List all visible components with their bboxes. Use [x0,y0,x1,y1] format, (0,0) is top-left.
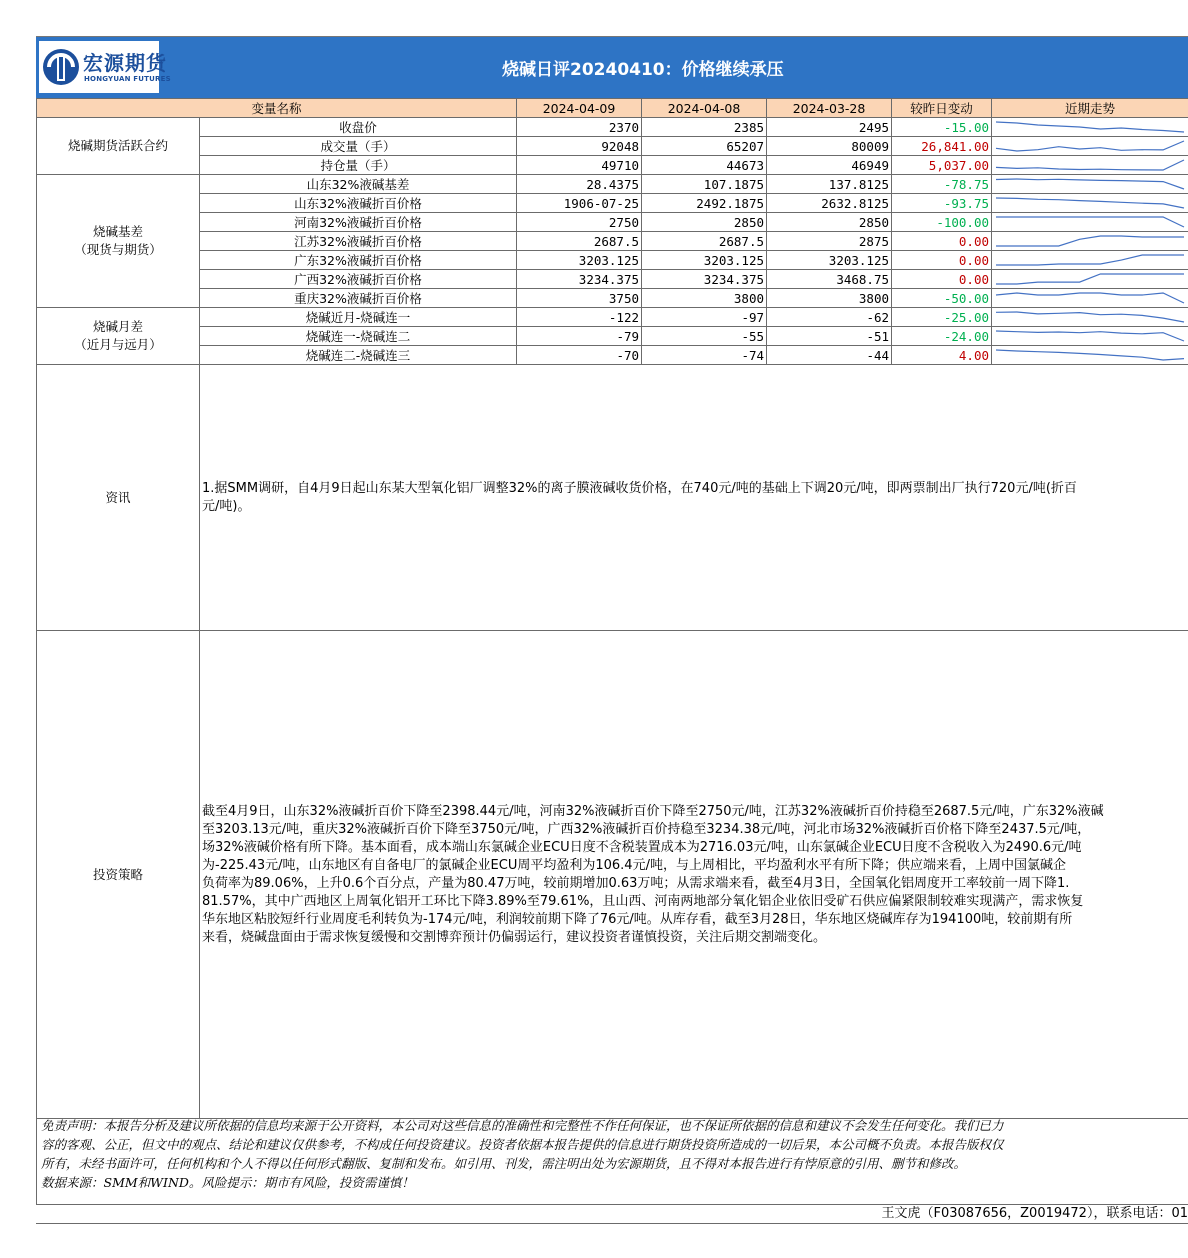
value-date3: -62 [767,308,892,327]
trend-sparkline-chart [992,327,1188,345]
value-change: 4.00 [892,346,992,365]
value-date2: 65207 [642,137,767,156]
disclaimer-line: 容的客观、公正，但文中的观点、结论和建议仅供参考，不构成任何投资建议。投资者依据本报告提供的信息进行期货投资所造成的一切后果，本公司概不负责。本报告版权仅 [41,1137,1004,1152]
trend-sparkline-chart [992,270,1188,288]
value-date1: -122 [517,308,642,327]
trend-sparkline-chart [992,346,1188,364]
trend-sparkline [992,137,1188,156]
row-name: 广东32%液碱折百价格 [200,251,517,270]
trend-sparkline [992,232,1188,251]
row-group-label-line: 烧碱基差 [92,224,143,239]
value-date3: 2875 [767,232,892,251]
table-row [37,251,1188,270]
value-date1: -70 [517,346,642,365]
trend-sparkline [992,346,1188,365]
row-group-label-line: （现货与期货） [74,242,162,257]
trend-sparkline-chart [992,251,1188,269]
row-group-label-line: （近月与远月） [74,337,162,352]
value-date2: 3234.375 [642,270,767,289]
col-header-date3: 2024-03-28 [767,99,892,118]
value-date1: 3750 [517,289,642,308]
trend-line [996,141,1184,151]
table-row [37,156,1188,175]
col-header-date1: 2024-04-09 [517,99,642,118]
strategy-line: 来看，烧碱盘面由于需求恢复缓慢和交割博弈预计仍偏弱运行，建议投资者谨慎投资，关注后期交割端变化。 [202,929,827,945]
strategy-line: 负荷率为89.06%，上升0.6个百分点，产量为80.47万吨，较前期增加0.63万吨；从需求端来看，截至4月3日，全国氧化铝周度开工率较前一周下降1. [202,875,1070,891]
hongyuan-logo-icon [41,45,81,89]
table-row [37,346,1188,365]
data-table [36,98,1188,1119]
strategy-content [200,631,1188,1119]
trend-sparkline-chart [992,232,1188,250]
strategy-lines [202,803,1188,947]
value-date1: -79 [517,327,642,346]
company-logo [39,41,171,93]
trend-sparkline-chart [992,289,1188,307]
table-row [37,289,1188,308]
report-title: 烧碱日评20240410：价格继续承压 [502,60,784,80]
col-header-date2: 2024-04-08 [642,99,767,118]
trend-line [996,217,1184,227]
value-date1: 3203.125 [517,251,642,270]
value-date3: 3203.125 [767,251,892,270]
trend-line [996,312,1184,322]
value-change: -93.75 [892,194,992,213]
value-date3: 2850 [767,213,892,232]
news-content [200,365,1188,631]
row-name: 收盘价 [200,118,517,137]
value-date3: 3800 [767,289,892,308]
value-change: -78.75 [892,175,992,194]
news-lines [202,480,1188,516]
report-header [36,36,1188,100]
row-group-label [37,118,200,175]
row-group-label-line: 烧碱月差 [92,319,143,334]
value-date3: -51 [767,327,892,346]
row-name: 烧碱连二-烧碱连三 [200,346,517,365]
trend-sparkline [992,289,1188,308]
value-date2: 3800 [642,289,767,308]
trend-sparkline-chart [992,118,1188,136]
strategy-line: 为-225.43元/吨，山东地区有自备电厂的氯碱企业ECU周平均盈利为106.4元/吨，与上周相比，平均盈利水平有所下降；供应端来看，上周中国氯碱企 [202,857,1066,873]
strategy-label: 投资策略 [37,631,200,1119]
value-date3: 3468.75 [767,270,892,289]
trend-line [996,122,1184,132]
value-date3: 46949 [767,156,892,175]
value-date1: 3234.375 [517,270,642,289]
table-header-row [37,99,1188,118]
logo-en-text: HONGYUAN FUTURES [84,75,171,83]
trend-line [996,198,1184,208]
trend-line [996,255,1184,265]
value-change: 0.00 [892,270,992,289]
col-header-name: 变量名称 [37,99,517,118]
value-date1: 2750 [517,213,642,232]
trend-sparkline-chart [992,308,1188,326]
value-change: 5,037.00 [892,156,992,175]
disclaimer [36,1116,1188,1204]
disclaimer-line: 数据来源：SMM和WIND。风险提示：期市有风险，投资需谨慎！ [41,1175,414,1190]
strategy-line: 截至4月9日，山东32%液碱折百价下降至2398.44元/吨，河南32%液碱折百价下降至2750元/吨，江苏32%液碱折百价持稳至2687.5元/吨，广东32%液碱 [202,803,1104,819]
trend-sparkline-chart [992,137,1188,155]
table-row [37,232,1188,251]
table-row [37,137,1188,156]
col-header-trend: 近期走势 [992,99,1188,118]
value-change: 26,841.00 [892,137,992,156]
row-name: 广西32%液碱折百价格 [200,270,517,289]
row-group-label [37,175,200,308]
value-date2: 2850 [642,213,767,232]
row-group-label [37,308,200,365]
row-name: 河南32%液碱折百价格 [200,213,517,232]
value-date1: 49710 [517,156,642,175]
trend-sparkline [992,251,1188,270]
value-date2: 107.1875 [642,175,767,194]
row-name: 江苏32%液碱折百价格 [200,232,517,251]
value-date2: 2687.5 [642,232,767,251]
value-date3: -44 [767,346,892,365]
table-row [37,213,1188,232]
trend-sparkline [992,327,1188,346]
author-info: 王文虎（F03087656，Z0019472），联系电话：01 [36,1204,1188,1224]
row-name: 烧碱近月-烧碱连一 [200,308,517,327]
row-name: 重庆32%液碱折百价格 [200,289,517,308]
trend-sparkline-chart [992,213,1188,231]
strategy-row [37,631,1188,1119]
trend-sparkline [992,270,1188,289]
trend-line [996,293,1184,303]
trend-sparkline [992,213,1188,232]
trend-line [996,331,1184,341]
trend-line [996,350,1184,360]
value-date1: 92048 [517,137,642,156]
table-row [37,308,1188,327]
value-date2: -55 [642,327,767,346]
value-date3: 80009 [767,137,892,156]
news-row [37,365,1188,631]
col-header-change: 较昨日变动 [892,99,992,118]
disclaimer-line: 免责声明：本报告分析及建议所依据的信息均来源于公开资料，本公司对这些信息的准确性和完整性不作任何保证，也不保证所依据的信息和建议不会发生任何变化。我们已力 [41,1118,1004,1133]
news-line: 元/吨)。 [202,498,251,514]
strategy-line: 华东地区粘胶短纤行业周度毛利转负为-174元/吨，利润较前期下降了76元/吨。从库存看，截至3月28日，华东地区烧碱库存为194100吨，较前期有所 [202,911,1073,927]
value-date3: 2632.8125 [767,194,892,213]
value-date2: 44673 [642,156,767,175]
table-row [37,175,1188,194]
value-change: 0.00 [892,232,992,251]
trend-sparkline [992,156,1188,175]
row-name: 成交量（手） [200,137,517,156]
strategy-line: 81.57%，其中广西地区上周氧化铝开工环比下降3.89%至79.61%，且山西、河南两地部分氧化铝企业依旧受矿石供应偏紧限制较难实现满产，需求恢复 [202,893,1084,909]
table-row [37,270,1188,289]
value-change: -50.00 [892,289,992,308]
row-name: 持仓量（手） [200,156,517,175]
logo-cn-text: 宏源期货 [83,51,167,75]
trend-sparkline [992,175,1188,194]
trend-sparkline-chart [992,175,1188,193]
trend-sparkline-chart [992,156,1188,174]
trend-line [996,179,1184,189]
row-name: 山东32%液碱折百价格 [200,194,517,213]
table-row [37,194,1188,213]
trend-sparkline [992,118,1188,137]
trend-line [996,160,1184,170]
value-date2: -74 [642,346,767,365]
table-row [37,327,1188,346]
row-group-label-line: 烧碱期货活跃合约 [67,138,168,153]
trend-line [996,236,1184,246]
trend-sparkline [992,308,1188,327]
trend-sparkline-chart [992,194,1188,212]
value-date3: 2495 [767,118,892,137]
row-name: 山东32%液碱基差 [200,175,517,194]
value-date1: 1906-07-25 [517,194,642,213]
value-change: -25.00 [892,308,992,327]
news-label: 资讯 [37,365,200,631]
value-date1: 28.4375 [517,175,642,194]
table-body [37,118,1188,365]
news-line: 1.据SMM调研，自4月9日起山东某大型氧化铝厂调整32%的离子膜液碱收货价格，在740元/吨的基础上下调20元/吨，即两票制出厂执行720元/吨(折百 [202,480,1077,496]
strategy-line: 至3203.13元/吨，重庆32%液碱折百价下降至3750元/吨，广西32%液碱折百价持稳至3234.38元/吨，河北市场32%液碱折百价格下降至2437.5元/吨， [202,821,1091,837]
value-date1: 2370 [517,118,642,137]
disclaimer-line: 所有，未经书面许可，任何机构和个人不得以任何形式翻版、复制和发布。如引用、刊发，需注明出处为宏源期货，且不得对本报告进行有悖原意的引用、删节和修改。 [41,1156,967,1171]
row-name: 烧碱连一-烧碱连二 [200,327,517,346]
value-change: -24.00 [892,327,992,346]
value-date2: 3203.125 [642,251,767,270]
value-date2: -97 [642,308,767,327]
value-change: -15.00 [892,118,992,137]
value-date3: 137.8125 [767,175,892,194]
value-date1: 2687.5 [517,232,642,251]
trend-line [996,274,1184,284]
value-change: -100.00 [892,213,992,232]
trend-sparkline [992,194,1188,213]
value-date2: 2492.1875 [642,194,767,213]
value-date2: 2385 [642,118,767,137]
strategy-line: 场32%液碱价格有所下降。基本面看，成本端山东氯碱企业ECU日度不含税装置成本为2716.03元/吨，山东氯碱企业ECU日度不含税收入为2490.6元/吨 [202,839,1082,855]
table-row [37,118,1188,137]
value-change: 0.00 [892,251,992,270]
